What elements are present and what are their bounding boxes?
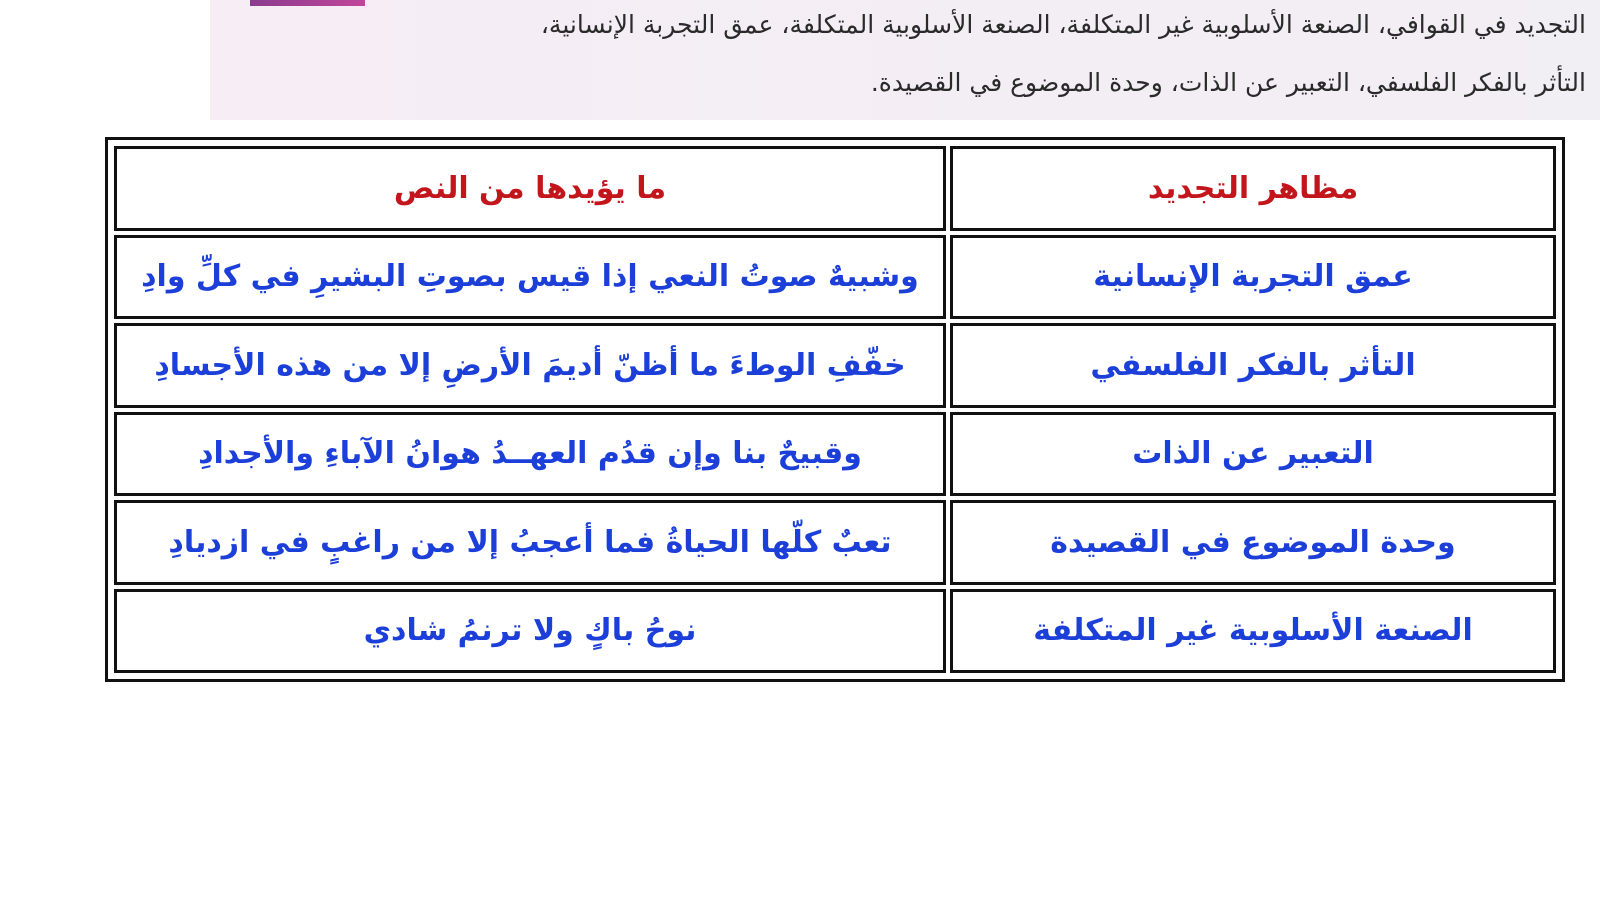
evidence-cell: خفّفِ الوطءَ ما أظنّ أديمَ الأرضِ إلا من هذه الأجسادِ <box>114 323 946 408</box>
table-row <box>114 412 1556 497</box>
aspect-cell: التأثر بالفكر الفلسفي <box>950 323 1556 408</box>
evidence-cell: وقبيحٌ بنا وإن قدُم العهــدُ هوانُ الآباءِ والأجدادِ <box>114 412 946 497</box>
renewal-aspects-table <box>105 137 1565 682</box>
table-grid <box>110 142 1560 677</box>
banner-accent-bar <box>250 0 365 6</box>
header-aspect: مظاهر التجديد <box>950 146 1556 231</box>
intro-line-1: التجديد في القوافي، الصنعة الأسلوبية غير المتكلفة، الصنعة الأسلوبية المتكلفة، عمق التجربة الإنسانية، <box>540 10 1586 39</box>
table-row <box>114 323 1556 408</box>
evidence-cell: تعبٌ كلّها الحياةُ فما أعجبُ إلا من راغبٍ في ازديادِ <box>114 500 946 585</box>
evidence-cell: وشبيهٌ صوتُ النعي إذا قيس بصوتِ البشيرِ في كلِّ وادِ <box>114 235 946 320</box>
aspect-cell: عمق التجربة الإنسانية <box>950 235 1556 320</box>
intro-line-2: التأثر بالفكر الفلسفي، التعبير عن الذات، وحدة الموضوع في القصيدة. <box>870 68 1586 97</box>
evidence-cell: نوحُ باكٍ ولا ترنمُ شادي <box>114 589 946 674</box>
table-row <box>114 589 1556 674</box>
table-header-row <box>114 146 1556 231</box>
header-evidence: ما يؤيدها من النص <box>114 146 946 231</box>
aspect-cell: وحدة الموضوع في القصيدة <box>950 500 1556 585</box>
aspect-cell: الصنعة الأسلوبية غير المتكلفة <box>950 589 1556 674</box>
table-row <box>114 500 1556 585</box>
table-row <box>114 235 1556 320</box>
aspect-cell: التعبير عن الذات <box>950 412 1556 497</box>
